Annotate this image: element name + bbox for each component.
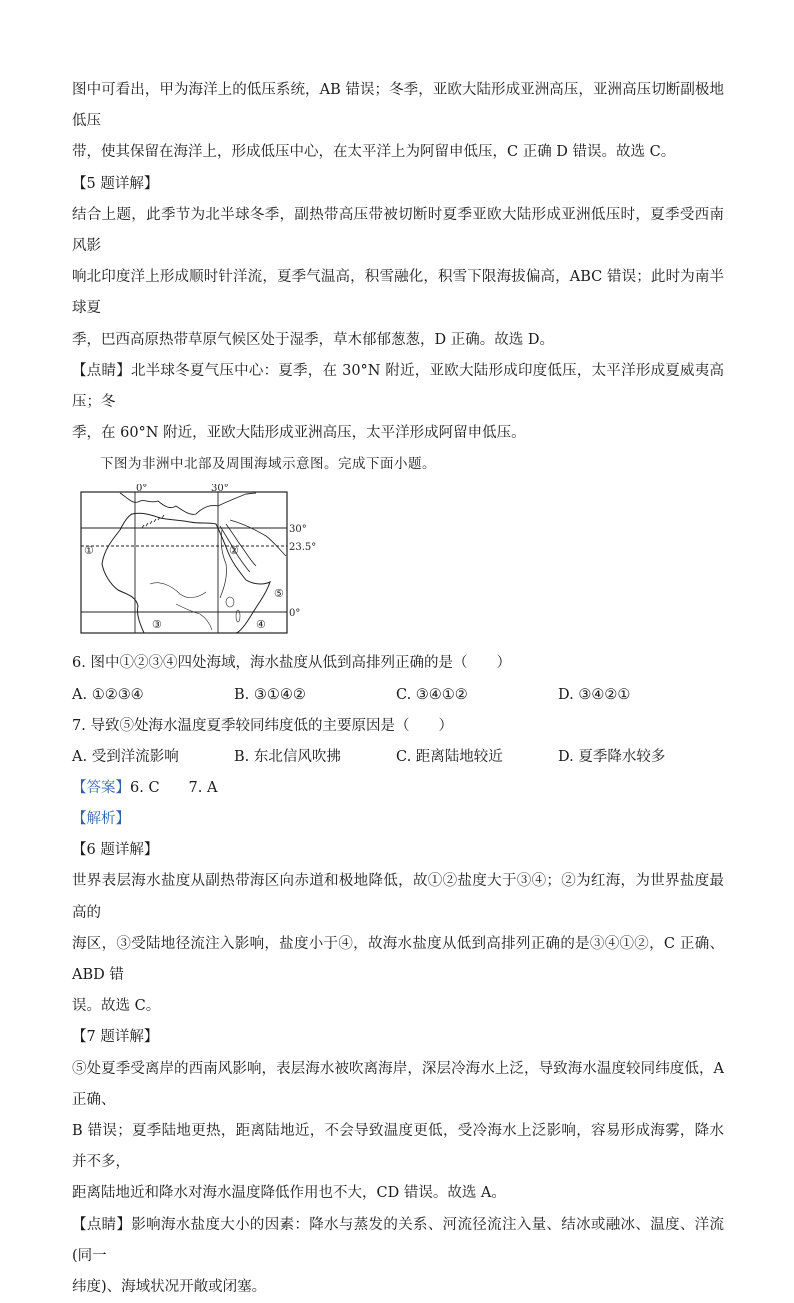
atlas-mountains (142, 515, 164, 528)
tip-label: 【点睛】 (72, 1216, 132, 1233)
q5-heading: 【5 题详解】 (72, 175, 159, 192)
analysis-label: 【解析】 (72, 811, 130, 828)
q6-option-a: A. ①②③④ (72, 686, 144, 703)
q5-detail-line: 响北印度洋上形成顺时针洋流，夏季气温高，积雪融化，积雪下限海拔偏高，ABC 错误；此时为南半球夏 (72, 269, 724, 317)
marker-4: ④ (256, 618, 266, 632)
q6-option-b: B. ③①④② (234, 686, 306, 703)
marker-1: ① (84, 544, 94, 558)
q6-detail-line: 误。故选 C。 (72, 998, 161, 1015)
tip-text: 影响海水盐度大小的因素：降水与蒸发的关系、河流径流注入量、结冰或融冰、温度、洋流(同一 (72, 1216, 725, 1264)
q7-option-b: B. 东北信风吹拂 (234, 748, 341, 765)
q6-detail-heading: 【6 题详解】 (72, 842, 159, 859)
q5-detail-line: 结合上题，此季节为北半球冬季，副热带高压带被切断时夏季亚欧大陆形成亚洲低压时，夏季受西南风影 (72, 206, 724, 255)
lat-label-30: 30° (289, 524, 307, 536)
river (150, 583, 206, 598)
q7-detail-line: 距离陆地近和降水对海水温度降低作用也不大，CD 错误。故选 A。 (72, 1185, 506, 1202)
q7-detail-line: ⑤处夏季受离岸的西南风影响，表层海水被吹离海岸，深层冷海水上泛，导致海水温度较同纬度低，A 正确、 (72, 1060, 724, 1108)
africa-coast (102, 514, 270, 634)
q6-detail-line: 海区，③受陆地径流注入影响，盐度小于④，故海水盐度从低到高排列正确的是③④①②，C 正确、ABD 错 (72, 935, 724, 984)
q7-option-d: D. 夏季降水较多 (558, 748, 666, 765)
marker-5: ⑤ (274, 587, 284, 601)
q7-option-a: A. 受到洋流影响 (72, 748, 179, 765)
answer-line (72, 773, 724, 804)
tip-label: 【点睛】 (72, 362, 131, 379)
answer-label: 【答案】 (72, 779, 130, 796)
lat-label-23-5: 23.5° (289, 542, 317, 554)
q6-option-d: D. ③④②① (558, 686, 631, 703)
tip-line: 纬度)、海域状况开敞或闭塞。 (72, 1279, 267, 1296)
lon-label-0: 0° (136, 484, 148, 495)
document-page (72, 75, 724, 1303)
map-intro: 下图为非洲中北部及周围海域示意图。完成下面小题。 (100, 456, 436, 473)
prev-answer-line: 带，使其保留在海洋上，形成低压中心，在太平洋上为阿留申低压，C 正确 D 错误。故选 C。 (72, 144, 676, 161)
q6-options (72, 680, 724, 711)
q7-options (72, 742, 724, 773)
lon-label-30: 30° (211, 484, 229, 495)
river (176, 604, 212, 630)
africa-map (80, 484, 320, 640)
prev-answer-line: 图中可看出，甲为海洋上的低压系统，AB 错误；冬季，亚欧大陆形成亚洲高压，亚洲高压切断副极地低压 (72, 82, 724, 130)
lat-label-0: 0° (289, 608, 301, 620)
marker-3: ③ (152, 618, 162, 632)
q5-detail-line: 季，巴西高原热带草原气候区处于湿季，草木郁郁葱葱，D 正确。故选 D。 (72, 331, 554, 348)
tip-text: 北半球冬夏气压中心：夏季，在 30°N 附近，亚欧大陆形成印度低压，太平洋形成夏威夷高压；冬 (72, 362, 725, 411)
answer-text: 6. C 7. A (130, 779, 218, 796)
tip-line (72, 356, 724, 418)
europe-coast (120, 493, 256, 514)
q6-stem: 6. 图中①②③④四处海域，海水盐度从低到高排列正确的是（ ） (72, 655, 511, 672)
tip-line: 季，在 60°N 附近，亚欧大陆形成亚洲高压，太平洋形成阿留申低压。 (72, 425, 526, 442)
q7-stem: 7. 导致⑤处海水温度夏季较同纬度低的主要原因是（ ） (72, 717, 453, 734)
q7-detail-heading: 【7 题详解】 (72, 1029, 159, 1046)
q6-option-c: C. ③④①② (396, 686, 468, 703)
q6-detail-line: 世界表层海水盐度从副热带海区向赤道和极地降低，故①②盐度大于③④；②为红海，为世界盐度最高的 (72, 873, 724, 921)
marker-2: ② (229, 544, 239, 558)
q7-option-c: C. 距离陆地较近 (396, 748, 503, 765)
q7-detail-line: B 错误；夏季陆地更热，距离陆地近，不会导致温度更低，受冷海水上泛影响，容易形成海雾，降水并不多， (72, 1123, 724, 1171)
lake (226, 597, 234, 607)
tip-line (72, 1210, 724, 1272)
